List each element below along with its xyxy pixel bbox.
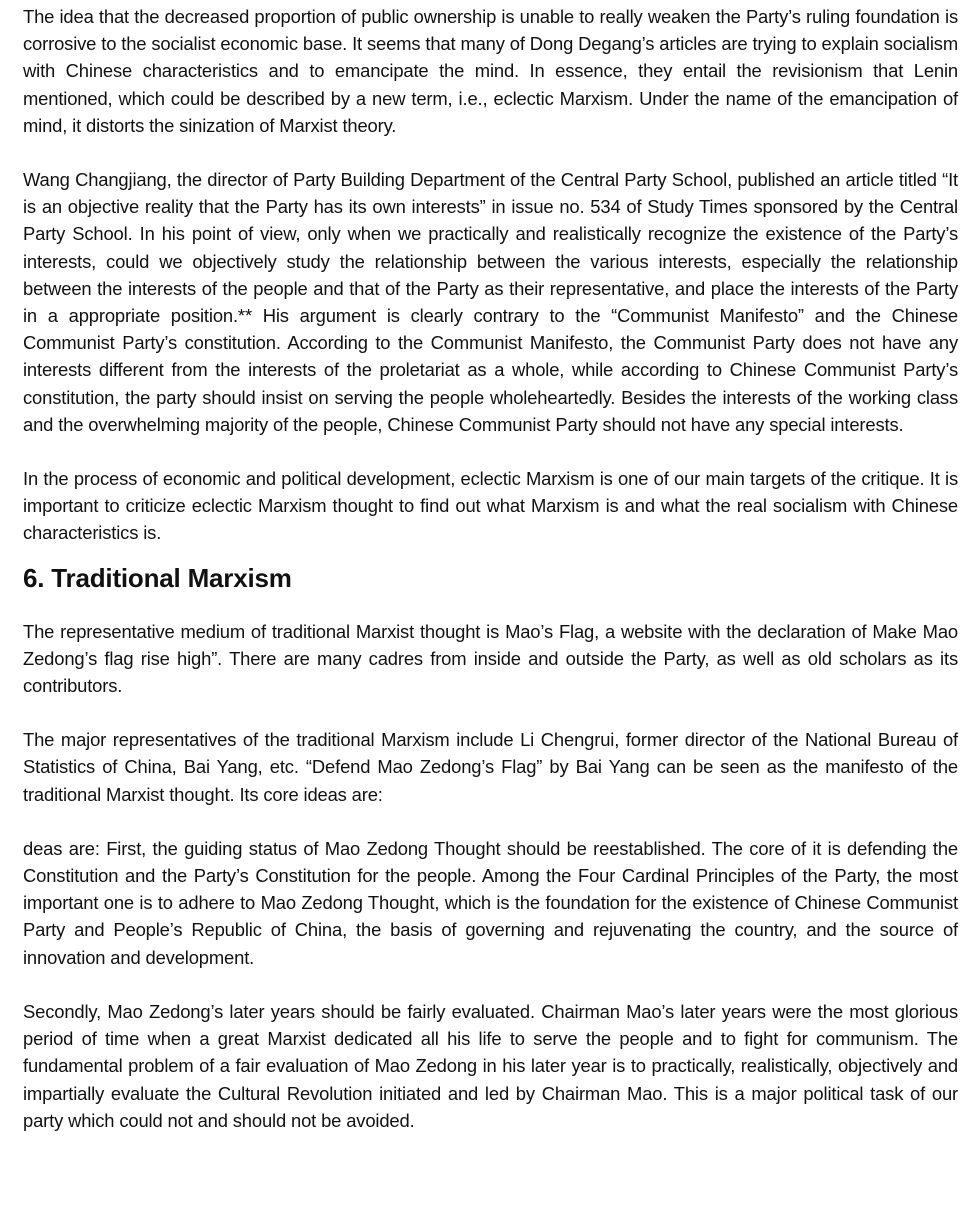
section-heading: 6. Traditional Marxism (23, 562, 292, 593)
paragraph-spacer (23, 699, 958, 726)
paragraph-spacer (23, 438, 958, 465)
paragraph-major-representatives: The major representatives of the traditional Marxism include Li Chengrui, former director of the National Bureau of Statistics of China, Bai Yang, etc. “Defend Mao Zedong’s Flag” by Bai Yang can be seen as the manifesto of the traditional Marxist thought. Its core ideas are: (23, 729, 958, 805)
paragraph-guiding-status: deas are: First, the guiding status of Mao Zedong Thought should be reestablished. The core of it is defending the Constitution and the Party’s Constitution for the people. Among the Four Cardinal Principles of the Party, the most important one is to adhere to Mao Zedong Thought, which is the foundation for the existence of Chinese Communist Party and People’s Republic of China, the basis of governing and rejuvenating the country, and the source of innovation and development. (23, 837, 958, 968)
paragraph-later-years: Secondly, Mao Zedong’s later years should be fairly evaluated. Chairman Mao’s later years were the most glorious period of time when a great Marxist dedicated all his life to serve the people and to fight for communism. The fundamental problem of a fair evaluation of Mao Zedong in his later year is to practically, realistically, objectively and impartially evaluate the Cultural Revolution initiated and led by Chairman Mao. This is a major political task of our party which could not and should not be avoided. (23, 1000, 958, 1131)
paragraph-maos-flag: The representative medium of traditional Marxist thought is Mao’s Flag, a website with the declaration of Make Mao Zedong’s flag rise high”. There are many cadres from inside and outside the Party, as well as old scholars as its contributors. (23, 620, 958, 697)
paragraph-spacer (23, 971, 958, 998)
paragraph-critique-target: In the process of economic and political development, eclectic Marxism is one of our main targets of the critique. It is important to criticize eclectic Marxism thought to find out what Marxism is and what the real socialism with Chinese characteristics is. (23, 468, 958, 544)
paragraph-spacer (23, 139, 958, 166)
paragraph-wang-changjiang: Wang Changjiang, the director of Party Building Department of the Central Party School, published an article titled “It is an objective reality that the Party has its own interests” in issue no. 534 of Study Times sponsored by the Central Party School. In his point of view, only when we practically and realistically recognize the existence of the Party’s interests, could we objectively study the relationship between the various interests, especially the relationship between the interests of the people and that of the Party as their representative, and place the interests of the Party in a appropriate position.** His argument is clearly contrary to the “Communist Manifesto” and the Chinese Communist Party’s constitution. According to the Communist Manifesto, the Communist Party does not have any interests different from the interests of the proletariat as a whole, while according to Chinese Communist Party’s constitution, the party should insist on serving the people wholeheartedly. Besides the interests of the working class and the overwhelming majority of the people, Chinese Communist Party should not have any special interests. (23, 169, 958, 435)
paragraph-eclectic-marxism-base: The idea that the decreased proportion of public ownership is unable to really weaken the Party’s ruling foundation is corrosive to the socialist economic base. It seems that many of Dong Degang’s articles are trying to explain socialism with Chinese characteristics and to emancipate the mind. In essence, they entail the revisionism that Lenin mentioned, which could be described by a new term, i.e., eclectic Marxism. Under the name of the emancipation of mind, it distorts the sinization of Marxist theory. (23, 6, 958, 136)
paragraph-spacer (23, 808, 958, 835)
